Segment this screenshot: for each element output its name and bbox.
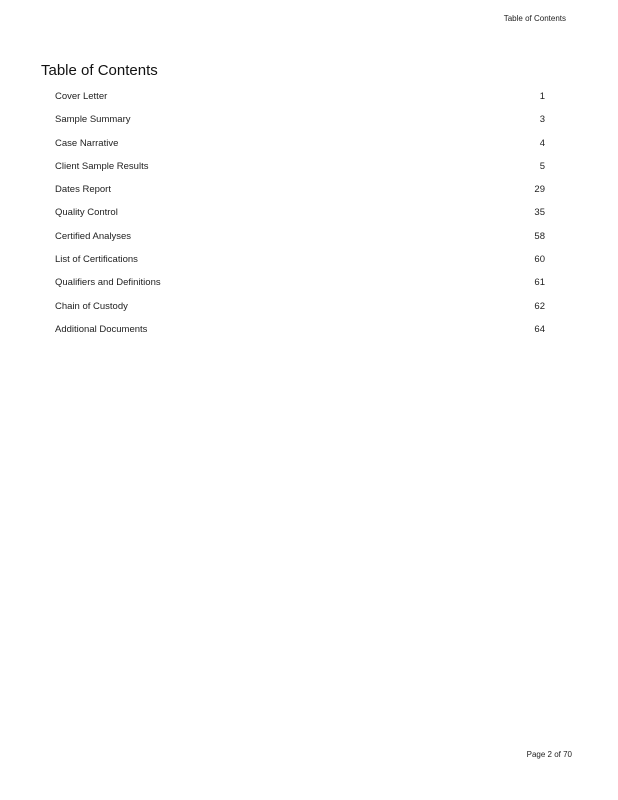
toc-entry-label: Chain of Custody — [55, 300, 128, 312]
toc-entry-list-of-certifications[interactable] — [55, 251, 545, 274]
toc-entry-case-narrative[interactable] — [55, 135, 545, 158]
page-number-footer: Page 2 of 70 — [526, 750, 572, 759]
toc-entry-page-number: 1 — [539, 91, 545, 102]
toc-entry-label: Qualifiers and Definitions — [55, 277, 161, 289]
toc-entry-label: Additional Documents — [55, 323, 148, 335]
toc-entry-additional-documents[interactable] — [55, 321, 545, 344]
toc-entry-page-number: 60 — [534, 254, 545, 266]
toc-entry-qualifiers-and-definitions[interactable] — [55, 274, 545, 297]
toc-entry-label: Certified Analyses — [55, 230, 132, 242]
toc-entry-page-number: 3 — [539, 114, 545, 126]
toc-entry-dates-report[interactable] — [55, 181, 545, 204]
toc-entry-page-number: 4 — [539, 137, 545, 149]
toc-entry-page-number: 64 — [534, 323, 545, 335]
toc-list — [55, 88, 545, 344]
toc-entry-chain-of-custody[interactable] — [55, 298, 545, 321]
page-title: Table of Contents — [41, 62, 158, 79]
toc-entry-label: Quality Control — [55, 207, 118, 219]
toc-entry-label: Sample Summary — [55, 114, 131, 126]
toc-entry-page-number: 5 — [539, 160, 545, 172]
toc-entry-certified-analyses[interactable] — [55, 228, 545, 251]
toc-entry-page-number: 35 — [534, 207, 545, 219]
toc-entry-page-number: 29 — [534, 184, 545, 196]
toc-entry-label: Cover Letter — [55, 91, 108, 102]
toc-entry-quality-control[interactable] — [55, 204, 545, 227]
toc-entry-label: Case Narrative — [55, 137, 119, 149]
toc-entry-page-number: 58 — [534, 230, 545, 242]
toc-entry-client-sample-results[interactable] — [55, 158, 545, 181]
toc-entry-label: Dates Report — [55, 184, 111, 196]
toc-entry-cover-letter[interactable] — [55, 88, 545, 111]
toc-entry-page-number: 61 — [534, 277, 545, 289]
toc-entry-sample-summary[interactable] — [55, 111, 545, 134]
toc-entry-page-number: 62 — [534, 300, 545, 312]
toc-entry-label: List of Certifications — [55, 254, 138, 266]
toc-entry-label: Client Sample Results — [55, 160, 149, 172]
running-header: Table of Contents — [503, 14, 566, 23]
